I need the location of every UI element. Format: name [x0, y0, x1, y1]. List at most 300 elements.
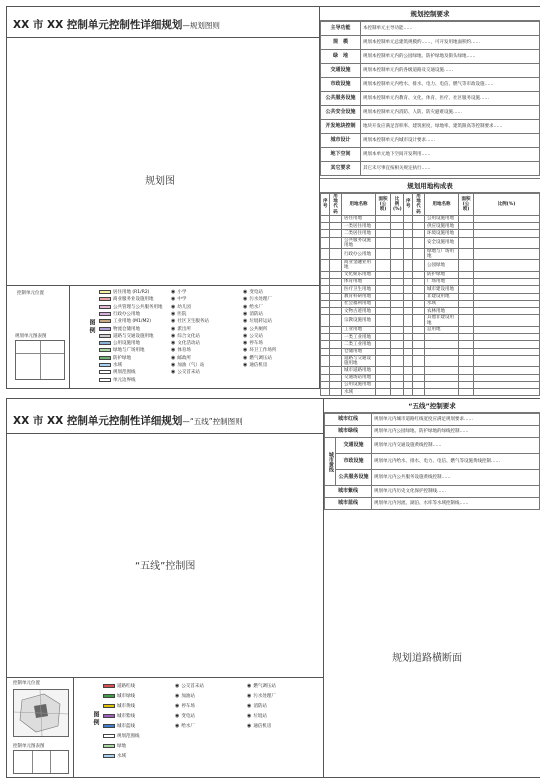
- legend-label: 环卫工作场所: [249, 348, 277, 354]
- table-cell: [459, 315, 474, 326]
- requirement-row: [321, 162, 540, 176]
- facility-icon: ◉: [175, 683, 180, 689]
- legend-item: [103, 713, 135, 719]
- legend-swatch: [99, 363, 111, 367]
- requirement-label: 城市红线: [325, 414, 372, 426]
- requirement-text: 地块开发应满足容积率、建筑密度、绿地率、建筑限高等控制要求……: [361, 120, 540, 134]
- table-cell: [404, 374, 413, 381]
- table-cell: [413, 348, 425, 355]
- legend-label: 行政办公用地: [113, 311, 140, 317]
- table-cell: [459, 355, 474, 366]
- table-cell: [413, 286, 425, 293]
- legend-label: 城市绿线: [117, 694, 135, 699]
- legend-item: [243, 333, 263, 339]
- requirement-label: 城市绿线: [325, 426, 372, 438]
- legend-item: [243, 296, 272, 302]
- legend-item: [171, 304, 191, 310]
- requirement-text: 规划本控制单元内的公园绿地、防护绿地及街头绿地……: [361, 50, 540, 64]
- requirement-row: [325, 486, 540, 498]
- legend-label: 加油站: [181, 694, 195, 699]
- table-cell: [425, 381, 459, 388]
- legend-item: [99, 296, 154, 302]
- requirement-row: [325, 498, 540, 510]
- legend-item: [243, 326, 267, 332]
- sheet-subtitle: —规划图则: [182, 21, 220, 30]
- table-cell: [474, 308, 540, 315]
- table-cell: [425, 389, 459, 396]
- column-header: 序号: [321, 194, 330, 216]
- legend-item: [243, 340, 263, 346]
- table-cell: [413, 230, 425, 237]
- table-cell: [413, 326, 425, 333]
- table-cell: [413, 237, 425, 248]
- requirement-label: 其它要求: [321, 162, 361, 176]
- table-cell: [459, 374, 474, 381]
- table-cell: [459, 260, 474, 271]
- facility-icon: ◉: [243, 310, 248, 317]
- facility-icon: ◉: [175, 703, 180, 709]
- sheet-title: [13, 17, 220, 32]
- requirement-label: 规 模: [321, 36, 361, 50]
- plan-sheet: [6, 6, 540, 395]
- facility-icon: ◉: [243, 303, 248, 310]
- table-cell: 工业用地: [342, 326, 376, 333]
- table-cell: [391, 367, 404, 374]
- table-cell: [376, 348, 391, 355]
- table-cell: [376, 308, 391, 315]
- legend-item: [175, 713, 195, 719]
- legend-swatch: [99, 327, 111, 331]
- legend-item: [243, 289, 263, 295]
- requirement-text: 规划单元内公共服务设施黄线控制……: [372, 470, 540, 486]
- legend-item: [243, 362, 267, 368]
- table-cell: [413, 278, 425, 285]
- table-cell: [376, 367, 391, 374]
- requirements-table: [320, 21, 540, 176]
- table-cell: [459, 286, 474, 293]
- table-cell: [404, 222, 413, 229]
- table-cell: [391, 300, 404, 307]
- table-cell: 非建设用地: [425, 293, 459, 300]
- sheet-subtitle: —“五线”控制图则: [182, 417, 243, 426]
- table-cell: [391, 278, 404, 285]
- table-cell: [376, 381, 391, 388]
- legend-swatch: [99, 319, 111, 323]
- legend-swatch: [103, 724, 115, 728]
- table-cell: [404, 286, 413, 293]
- table-cell: 公用设施用地: [425, 215, 459, 222]
- table-row: [321, 237, 540, 248]
- table-cell: 防护绿地: [425, 271, 459, 278]
- requirements-panel: [323, 399, 540, 777]
- table-cell: [391, 326, 404, 333]
- table-cell: [330, 374, 342, 381]
- requirements-header: “五线”控制要求: [324, 399, 540, 413]
- table-cell: 社会福利用地: [342, 300, 376, 307]
- table-cell: 二类居住用地: [342, 230, 376, 237]
- table-cell: [459, 334, 474, 341]
- legend-item: [99, 311, 140, 317]
- legend-label: 燃气调压站: [253, 684, 276, 689]
- table-cell: 安全设施用地: [425, 237, 459, 248]
- table-cell: [404, 230, 413, 237]
- column-header: 序号: [404, 194, 413, 216]
- legend-item: [99, 377, 136, 383]
- legend-swatch: [99, 297, 111, 301]
- table-cell: [391, 348, 404, 355]
- legend-label: 加油（气）站: [177, 363, 205, 368]
- table-cell: [376, 278, 391, 285]
- requirement-text: 规划本控制单元内的各级道路及交通设施……: [361, 64, 540, 78]
- requirement-text: 规划单元内城市道路红线宽度应满足规划要求……: [372, 414, 540, 426]
- table-row: [321, 367, 540, 374]
- table-cell: [413, 341, 425, 348]
- table-row: [321, 278, 540, 285]
- legend-label: 通信机房: [249, 363, 268, 368]
- table-cell: [330, 271, 342, 278]
- table-row: [321, 215, 540, 222]
- table-cell: [404, 260, 413, 271]
- table-row: [321, 348, 540, 355]
- requirement-row: [321, 78, 540, 92]
- table-cell: [425, 374, 459, 381]
- table-cell: [474, 326, 540, 333]
- table-cell: [376, 286, 391, 293]
- legend-label: 公用设施用地: [113, 341, 140, 347]
- table-row: [321, 389, 540, 396]
- sheet-title-text: XX 市 XX 控制单元控制性详细规划: [13, 19, 183, 31]
- requirement-label: 城市紫线: [325, 486, 372, 498]
- table-cell: [413, 381, 425, 388]
- legend-label: 防护绿地: [113, 355, 131, 361]
- legend-item: [171, 355, 191, 361]
- table-cell: 农林用地: [425, 308, 459, 315]
- legend-label: 公交首末站: [181, 684, 204, 689]
- legend-label: 城市黄线: [117, 704, 135, 709]
- legend-item: [171, 296, 186, 302]
- neighbors-label: 控制单元图表图: [13, 744, 45, 749]
- table-cell: [376, 237, 391, 248]
- legend-item: [175, 693, 195, 699]
- table-cell: [376, 315, 391, 326]
- table-cell: [391, 315, 404, 326]
- legend-item: [99, 326, 140, 332]
- table-cell: [404, 315, 413, 326]
- table-cell: [404, 300, 413, 307]
- table-cell: [321, 326, 330, 333]
- requirement-text: 规划本控制单元总建筑规模约……，可开发用地面积约……: [361, 36, 540, 50]
- legend-label: 垃圾转运站: [249, 319, 272, 325]
- table-cell: [321, 286, 330, 293]
- table-cell: 公园绿地: [425, 260, 459, 271]
- table-cell: [459, 300, 474, 307]
- legend-label: 图 例: [88, 319, 95, 334]
- table-cell: 商业金融业用地: [342, 260, 376, 271]
- legend-label: 绿地与广场用地: [113, 348, 145, 354]
- table-cell: [330, 355, 342, 366]
- legend-label: 公共厕所: [249, 326, 268, 332]
- table-row: [321, 230, 540, 237]
- table-cell: [459, 278, 474, 285]
- legend-label: 污水处理厂: [253, 694, 276, 699]
- requirement-row: [321, 64, 540, 78]
- legend-label: 幼儿园: [177, 304, 191, 310]
- legend-item: [243, 318, 272, 324]
- table-cell: [391, 215, 404, 222]
- table-cell: [474, 271, 540, 278]
- table-cell: [321, 341, 330, 348]
- table-cell: [321, 389, 330, 396]
- facility-icon: ◉: [171, 325, 176, 332]
- requirement-text: 规划单元内历史文化保护控制线……: [372, 486, 540, 498]
- table-row: [321, 271, 540, 278]
- table-cell: [474, 367, 540, 374]
- table-cell: [330, 326, 342, 333]
- table-cell: 供应设施用地: [425, 222, 459, 229]
- legend-item: [247, 723, 271, 729]
- table-cell: [425, 341, 459, 348]
- table-cell: [404, 341, 413, 348]
- table-cell: [404, 237, 413, 248]
- legend-item: [99, 369, 136, 375]
- road-section-label: 规划道路横断面: [392, 653, 462, 664]
- table-cell: [321, 374, 330, 381]
- table-cell: [376, 300, 391, 307]
- table-cell: [330, 389, 342, 396]
- table-cell: [425, 348, 459, 355]
- requirement-text: 规划本单元地下空间开发利用……: [361, 148, 540, 162]
- table-cell: [391, 389, 404, 396]
- table-cell: 环境设施用地: [425, 230, 459, 237]
- requirement-row: [321, 134, 540, 148]
- legend-label: 城市蓝线: [117, 724, 135, 729]
- legend-label: 小学: [177, 290, 187, 295]
- legend-label: 道路与交通设施用地: [113, 333, 154, 339]
- table-cell: [391, 237, 404, 248]
- table-cell: [321, 308, 330, 315]
- facility-icon: ◉: [243, 325, 248, 332]
- table-cell: [376, 230, 391, 237]
- table-cell: [474, 237, 540, 248]
- table-cell: [459, 381, 474, 388]
- legend-item: [99, 318, 151, 324]
- requirement-row: [321, 106, 540, 120]
- table-cell: [459, 326, 474, 333]
- facility-icon: ◉: [243, 296, 248, 303]
- table-row: [321, 308, 540, 315]
- legend-label: 派出所: [177, 326, 191, 332]
- table-cell: [474, 286, 540, 293]
- legend-item: [99, 304, 163, 310]
- table-cell: [413, 215, 425, 222]
- legend-item: [103, 693, 135, 699]
- requirement-label: 开发地块控制: [321, 120, 361, 134]
- table-cell: [321, 260, 330, 271]
- legend-item: [243, 355, 272, 361]
- legend-swatch: [99, 348, 111, 352]
- table-cell: [474, 260, 540, 271]
- column-header: 用地名称: [425, 194, 459, 216]
- legend-swatch: [99, 356, 111, 360]
- table-cell: [391, 355, 404, 366]
- table-cell: [330, 278, 342, 285]
- requirement-label: 公共安全设施: [321, 106, 361, 120]
- legend-label: 规划范围线: [113, 370, 136, 376]
- table-cell: 其他非建设用地: [425, 315, 459, 326]
- requirement-label: 市政设施: [336, 454, 372, 470]
- table-cell: [459, 215, 474, 222]
- table-cell: [413, 260, 425, 271]
- legend-label: 公交首末站: [177, 370, 200, 376]
- table-cell: [404, 278, 413, 285]
- requirements-table: [324, 413, 540, 510]
- table-cell: 体育用地: [342, 278, 376, 285]
- neighbors-label: 规划单元图表图: [15, 334, 47, 339]
- table-cell: [413, 308, 425, 315]
- table-cell: [404, 389, 413, 396]
- facility-icon: ◉: [243, 347, 248, 354]
- facility-icon: ◉: [171, 332, 176, 339]
- table-cell: [376, 326, 391, 333]
- legend-swatch: [103, 684, 115, 688]
- requirement-text: 规划本控制单元内城市设计要求……: [361, 134, 540, 148]
- legend-label: 垃圾站: [253, 714, 267, 719]
- five-lines-sheet: [6, 398, 540, 778]
- sheet-title: [13, 413, 243, 428]
- table-cell: [474, 341, 540, 348]
- table-cell: [391, 341, 404, 348]
- table-cell: [321, 355, 330, 366]
- legend-label: 给水厂: [249, 304, 263, 310]
- requirement-text: 规划本控制单元内给水、排水、电力、电信、燃气等市政设施……: [361, 78, 540, 92]
- requirement-row: [321, 92, 540, 106]
- table-cell: [413, 367, 425, 374]
- table-cell: 宗教设施用地: [342, 315, 376, 326]
- legend-label: 给水厂: [181, 724, 195, 729]
- legend-item: [103, 703, 135, 709]
- table-cell: [413, 334, 425, 341]
- legend-label: 通信机房: [253, 724, 272, 729]
- table-row: [321, 286, 540, 293]
- sheet-title-text: XX 市 XX 控制单元控制性详细规划: [13, 415, 183, 427]
- legend-label: 中学: [177, 297, 187, 303]
- map-label: 规划图: [145, 176, 175, 187]
- table-cell: 水域: [425, 300, 459, 307]
- legend-label: 医院: [177, 311, 187, 317]
- table-cell: [474, 334, 540, 341]
- neighbors-diagram: [15, 340, 65, 380]
- legend-label: 居住用地 (R1/R2): [113, 290, 150, 295]
- table-cell: [330, 230, 342, 237]
- table-cell: 道路与交通设施用地: [342, 355, 376, 366]
- legend-swatch: [99, 341, 111, 345]
- column-header: 面积(公顷): [376, 194, 391, 216]
- table-cell: [376, 260, 391, 271]
- legend-item: [103, 753, 126, 759]
- facility-icon: ◉: [171, 289, 176, 295]
- table-cell: [391, 248, 404, 259]
- table-cell: [376, 215, 391, 222]
- land-balance-table: [320, 193, 540, 396]
- table-cell: [330, 222, 342, 229]
- table-row: [321, 300, 540, 307]
- legend-item: [247, 713, 267, 719]
- column-header: 面积(公顷): [459, 194, 474, 216]
- legend-item: [171, 369, 200, 375]
- legend-swatch: [99, 312, 111, 316]
- requirement-row: [325, 438, 540, 454]
- table-cell: [321, 278, 330, 285]
- legend-item: [99, 355, 131, 361]
- table-cell: [474, 374, 540, 381]
- table-cell: [330, 334, 342, 341]
- legend-label: 水域: [113, 363, 122, 368]
- legend-item: [171, 326, 191, 332]
- table-cell: [376, 248, 391, 259]
- table-cell: [474, 215, 540, 222]
- table-cell: [474, 248, 540, 259]
- table-cell: [321, 381, 330, 388]
- table-cell: [413, 374, 425, 381]
- table-cell: [376, 355, 391, 366]
- table-cell: 仓储用地: [342, 348, 376, 355]
- table-row: [321, 334, 540, 341]
- legend-label: 道路红线: [117, 684, 135, 689]
- table-row: [321, 355, 540, 366]
- legend-item: [103, 723, 135, 729]
- table-cell: [330, 308, 342, 315]
- column-header: 比例(%): [391, 194, 404, 216]
- legend-swatch: [103, 694, 115, 698]
- legend-item: [103, 733, 140, 739]
- legend-label: 停车场: [181, 704, 195, 709]
- table-cell: [474, 355, 540, 366]
- table-cell: [474, 389, 540, 396]
- requirement-row: [321, 50, 540, 64]
- table-cell: [321, 315, 330, 326]
- table-cell: [404, 293, 413, 300]
- facility-icon: ◉: [171, 347, 176, 354]
- table-cell: [391, 230, 404, 237]
- legend-item: [171, 347, 191, 353]
- facility-icon: ◉: [247, 693, 252, 699]
- table-cell: 医疗卫生用地: [342, 286, 376, 293]
- legend-label: 消防站: [249, 311, 263, 317]
- legend-label: 工业用地 (M1/M2): [113, 319, 151, 325]
- requirement-label: 市政设施: [321, 78, 361, 92]
- facility-icon: ◉: [175, 693, 180, 699]
- table-cell: [321, 348, 330, 355]
- facility-icon: ◉: [175, 713, 180, 719]
- table-cell: [376, 389, 391, 396]
- requirement-label: 城市设计: [321, 134, 361, 148]
- legend-item: [243, 311, 263, 317]
- facility-icon: ◉: [247, 703, 252, 709]
- legend-swatch: [99, 305, 111, 309]
- table-cell: [391, 286, 404, 293]
- neighbors-diagram: [13, 750, 69, 774]
- table-row: [321, 374, 540, 381]
- table-cell: [459, 230, 474, 237]
- requirement-row: [325, 454, 540, 470]
- facility-icon: ◉: [247, 713, 252, 719]
- requirement-text: 规划单元内河流、湖泊、水库等水域控制线……: [372, 498, 540, 510]
- table-cell: [413, 222, 425, 229]
- requirements-header: 规划控制要求: [320, 7, 540, 21]
- table-cell: [425, 334, 459, 341]
- table-cell: 居住用地: [342, 215, 376, 222]
- legend-label: 综合文化站: [177, 333, 200, 339]
